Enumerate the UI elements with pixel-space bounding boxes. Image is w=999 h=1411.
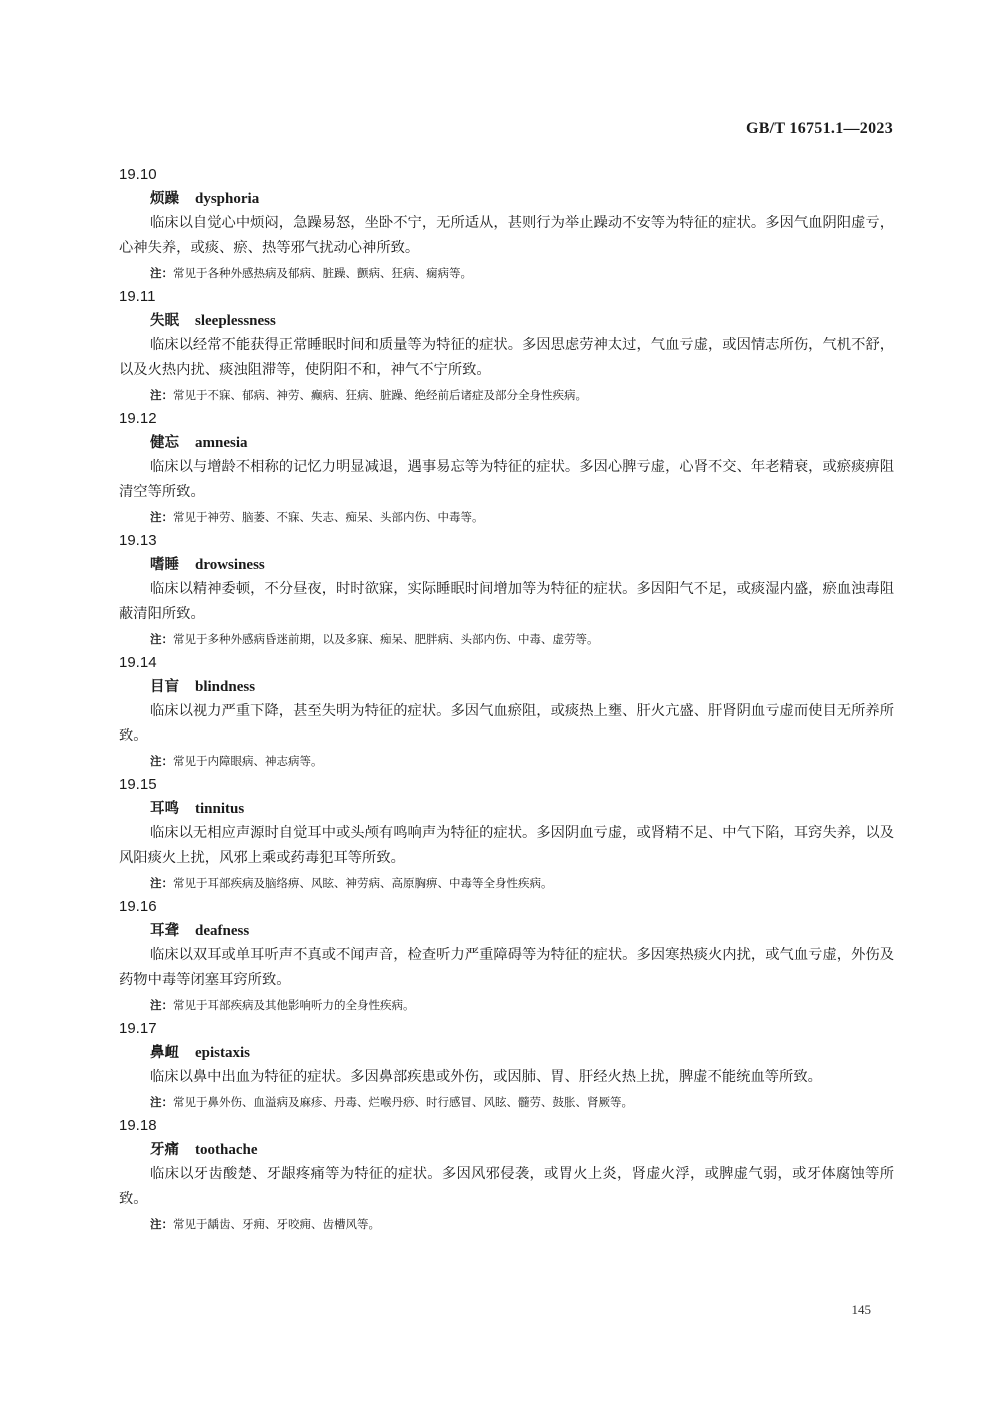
entry-19-17	[119, 1017, 894, 1114]
term-definition: 临床以自觉心中烦闷，急躁易怒，坐卧不宁，无所适从，甚则行为举止躁动不安等为特征的症状。多因气血阴阳虚亏，心神失养，或痰、瘀、热等邪气扰动心神所致。	[119, 215, 894, 256]
term-chinese: 鼻衄	[150, 1045, 179, 1061]
term-english: deafness	[195, 923, 250, 939]
note-label: 注：	[150, 998, 173, 1012]
entry-number: 19.12	[119, 410, 157, 427]
term-definition: 临床以与增龄不相称的记忆力明显减退，遇事易忘等为特征的症状。多因心脾亏虚，心肾不交、年老精衰，或瘀痰痹阻清空等所致。	[119, 459, 894, 500]
entry-number: 19.11	[119, 288, 156, 305]
entry-number: 19.17	[119, 1020, 157, 1037]
note-text: 常见于内障眼病、神志病等。	[173, 754, 323, 768]
term-definition: 临床以精神委顿，不分昼夜，时时欲寐，实际睡眠时间增加等为特征的症状。多因阳气不足，或痰湿内盛，瘀血浊毒阻蔽清阳所致。	[119, 581, 894, 622]
term-definition: 临床以视力严重下降，甚至失明为特征的症状。多因气血瘀阻，或痰热上壅、肝火亢盛、肝肾阴血亏虚而使目无所养所致。	[119, 703, 894, 744]
note-label: 注：	[150, 266, 173, 280]
entry-19-16	[119, 895, 894, 1017]
term-heading	[119, 309, 894, 333]
term-chinese: 嗜睡	[150, 557, 179, 573]
term-english: sleeplessness	[195, 313, 276, 329]
term-chinese: 目盲	[150, 679, 179, 695]
term-definition: 临床以无相应声源时自觉耳中或头颅有鸣响声为特征的症状。多因阴血亏虚，或肾精不足、中气下陷，耳窍失养，以及风阳痰火上扰，风邪上乘或药毒犯耳等所致。	[119, 825, 894, 866]
standard-code-header: GB/T 16751.1—2023	[745, 120, 893, 137]
term-chinese: 健忘	[150, 435, 179, 451]
term-definition: 临床以牙齿酸楚、牙龈疼痛等为特征的症状。多因风邪侵袭，或胃火上炎，肾虚火浮，或脾虚气弱，或牙体腐蚀等所致。	[119, 1166, 894, 1207]
note-label: 注：	[150, 876, 173, 890]
entry-number: 19.14	[119, 654, 157, 671]
term-english: amnesia	[195, 435, 248, 451]
term-note	[119, 871, 894, 895]
term-english: tinnitus	[195, 801, 245, 817]
term-chinese: 失眠	[150, 313, 179, 329]
term-note	[119, 505, 894, 529]
term-heading	[119, 187, 894, 211]
term-english: toothache	[195, 1142, 258, 1158]
note-label: 注：	[150, 510, 173, 524]
entry-19-11	[119, 285, 894, 407]
entry-number: 19.18	[119, 1117, 157, 1134]
term-english: dysphoria	[195, 191, 260, 207]
entry-number: 19.15	[119, 776, 157, 793]
note-text: 常见于耳部疾病及其他影响听力的全身性疾病。	[173, 998, 415, 1012]
term-english: epistaxis	[195, 1045, 251, 1061]
term-note	[119, 383, 894, 407]
document-body	[119, 163, 894, 1236]
note-text: 常见于多种外感病昏迷前期，以及多寐、痴呆、肥胖病、头部内伤、中毒、虚劳等。	[173, 632, 599, 646]
entry-number: 19.13	[119, 532, 157, 549]
entry-19-18	[119, 1114, 894, 1236]
entry-19-13	[119, 529, 894, 651]
note-label: 注：	[150, 754, 173, 768]
term-chinese: 烦躁	[150, 191, 179, 207]
term-definition: 临床以经常不能获得正常睡眠时间和质量等为特征的症状。多因思虑劳神太过，气血亏虚，或因情志所伤，气机不舒，以及火热内扰、痰浊阻滞等，使阴阳不和，神气不宁所致。	[119, 337, 894, 378]
term-note	[119, 1212, 894, 1236]
term-note	[119, 261, 894, 285]
note-label: 注：	[150, 1217, 173, 1231]
note-text: 常见于神劳、脑萎、不寐、失志、痴呆、头部内伤、中毒等。	[173, 510, 484, 524]
term-chinese: 牙痛	[150, 1142, 179, 1158]
note-text: 常见于耳部疾病及脑络痹、风眩、神劳病、高原胸痹、中毒等全身性疾病。	[173, 876, 553, 890]
term-heading	[119, 675, 894, 699]
term-note	[119, 993, 894, 1017]
term-heading	[119, 553, 894, 577]
term-heading	[119, 797, 894, 821]
entry-19-15	[119, 773, 894, 895]
entry-number: 19.16	[119, 898, 157, 915]
entry-19-14	[119, 651, 894, 773]
note-text: 常见于龋齿、牙痈、牙咬痈、齿槽风等。	[173, 1217, 380, 1231]
note-label: 注：	[150, 388, 173, 402]
note-text: 常见于各种外感热病及郁病、脏躁、颤病、狂病、痫病等。	[173, 266, 472, 280]
note-text: 常见于鼻外伤、血溢病及麻疹、丹毒、烂喉丹痧、时行感冒、风眩、髓劳、鼓胀、肾厥等。	[173, 1095, 633, 1109]
term-english: drowsiness	[195, 557, 265, 573]
term-heading	[119, 1138, 894, 1162]
term-heading	[119, 1041, 894, 1065]
term-heading	[119, 431, 894, 455]
term-chinese: 耳鸣	[150, 801, 179, 817]
page-number: 145	[851, 1302, 871, 1317]
term-note	[119, 749, 894, 773]
entry-19-10	[119, 163, 894, 285]
term-chinese: 耳聋	[150, 923, 179, 939]
note-label: 注：	[150, 1095, 173, 1109]
note-text: 常见于不寐、郁病、神劳、癫病、狂病、脏躁、绝经前后诸症及部分全身性疾病。	[173, 388, 587, 402]
term-definition: 临床以鼻中出血为特征的症状。多因鼻部疾患或外伤，或因肺、胃、肝经火热上扰，脾虚不能统血等所致。	[150, 1069, 822, 1085]
entry-number: 19.10	[119, 166, 157, 183]
term-definition: 临床以双耳或单耳听声不真或不闻声音，检查听力严重障碍等为特征的症状。多因寒热痰火内扰，或气血亏虚，外伤及药物中毒等闭塞耳窍所致。	[119, 947, 894, 988]
term-note	[119, 627, 894, 651]
term-note	[119, 1090, 894, 1114]
term-english: blindness	[195, 679, 256, 695]
entry-19-12	[119, 407, 894, 529]
term-heading	[119, 919, 894, 943]
note-label: 注：	[150, 632, 173, 646]
